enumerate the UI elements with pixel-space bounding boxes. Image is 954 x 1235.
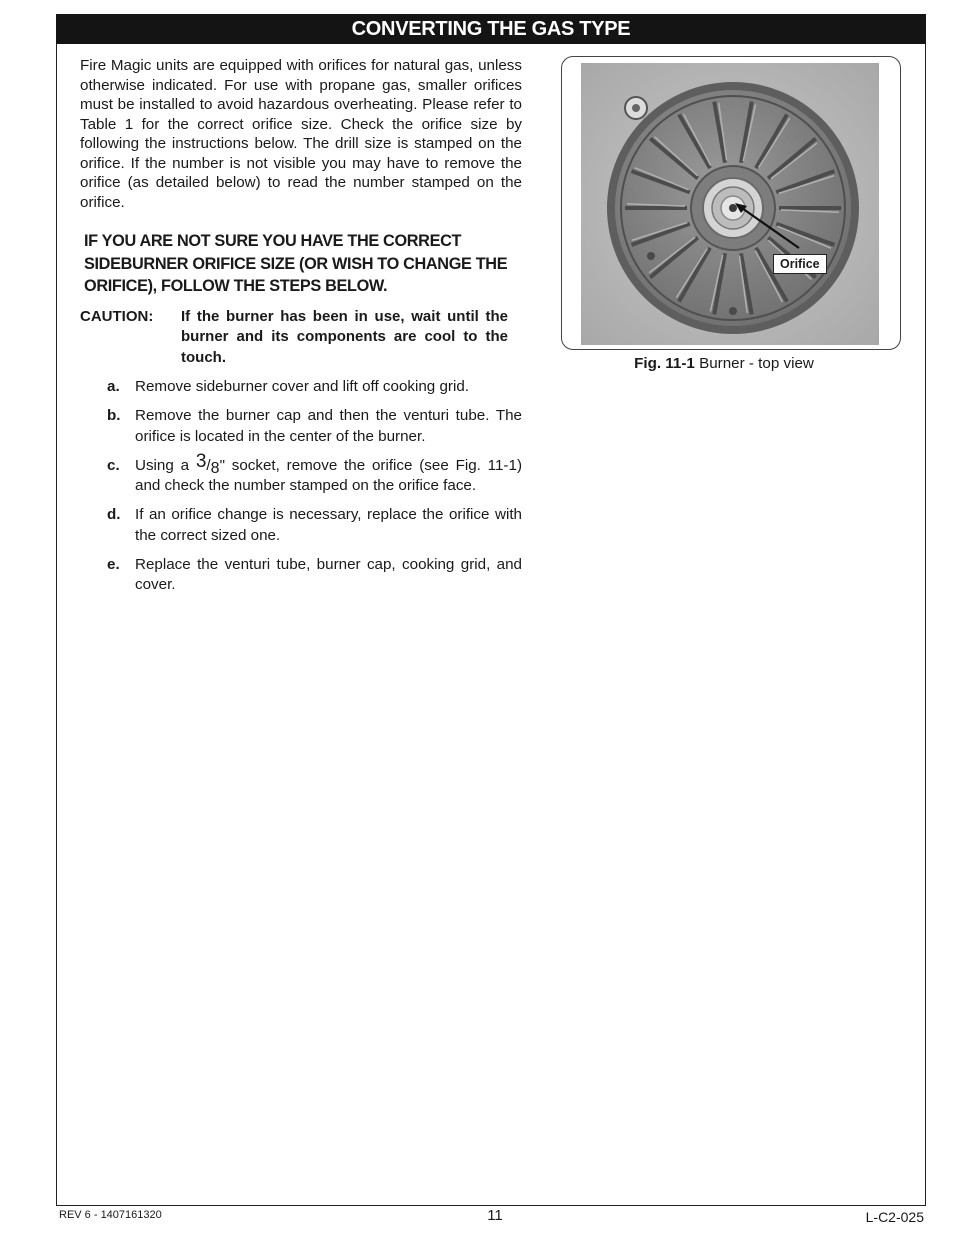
step-letter: b.	[107, 407, 121, 424]
steps-list	[80, 377, 522, 596]
step-a	[80, 377, 522, 398]
section-header	[56, 14, 926, 44]
intro-paragraph: Fire Magic units are equipped with orifices for natural gas, unless otherwise indicated. For use with propane gas, smaller orifices must be installed to avoid hazardous overheating. Please refer to Table 1 for the correct orifice size. Check the orifice size by following the instructions below. The drill size is stamped on the orifice. If the number is not visible you may have to remove the orifice (as detailed below) to read the number stamped on the orifice.	[80, 57, 522, 211]
figure-frame	[561, 56, 901, 350]
step-letter: d.	[107, 506, 121, 523]
fraction-denominator: 8	[210, 459, 220, 477]
step-text: Remove sideburner cover and lift off cooking grid.	[135, 378, 470, 395]
caution-text: If the burner has been in use, wait until the burner and its components are cool to the touch.	[181, 307, 508, 366]
step-d	[80, 505, 522, 546]
step-letter: c.	[107, 456, 120, 474]
burner-illustration	[581, 63, 879, 345]
step-b	[80, 406, 522, 447]
step-c	[80, 450, 522, 497]
figure-caption-text: Burner - top view	[694, 355, 814, 372]
footer-revision: REV 6 - 1407161320	[59, 1209, 162, 1221]
orifice-callout: Orifice	[773, 254, 827, 274]
caution-label: CAUTION:	[80, 307, 154, 325]
instructions-column	[80, 56, 522, 612]
step-e	[80, 555, 522, 596]
caution-note	[80, 307, 522, 369]
figure-caption-label: Fig. 11-1	[634, 355, 695, 372]
footer-page-number: 11	[487, 1207, 503, 1224]
section-title: CONVERTING THE GAS TYPE	[351, 18, 631, 40]
step-letter: a.	[107, 378, 120, 395]
fraction-slash: /	[206, 456, 211, 474]
step-text: Replace the venturi tube, burner cap, cooking grid, and cover.	[135, 555, 522, 593]
fraction-numerator: 3	[195, 450, 207, 472]
step-text-before: Using a	[135, 456, 196, 474]
footer-doc-code: L-C2-025	[865, 1209, 924, 1225]
step-text: Remove the burner cap and then the venturi tube. The orifice is located in the center of the burner.	[135, 407, 522, 445]
step-text: If an orifice change is necessary, replace the orifice with the correct sized one.	[135, 506, 522, 544]
burner-photo	[581, 63, 879, 345]
figure-caption	[561, 355, 887, 373]
warning-heading: IF YOU ARE NOT SURE YOU HAVE THE CORRECT SIDEBURNER ORIFICE SIZE (OR WISH TO CHANGE THE ORIFICE), FOLLOW THE STEPS BELOW.	[84, 232, 508, 295]
step-text-after: " socket, remove the orifice (see Fig. 11-1) and check the number stamped on the orifice face.	[135, 456, 522, 494]
step-letter: e.	[107, 555, 120, 573]
